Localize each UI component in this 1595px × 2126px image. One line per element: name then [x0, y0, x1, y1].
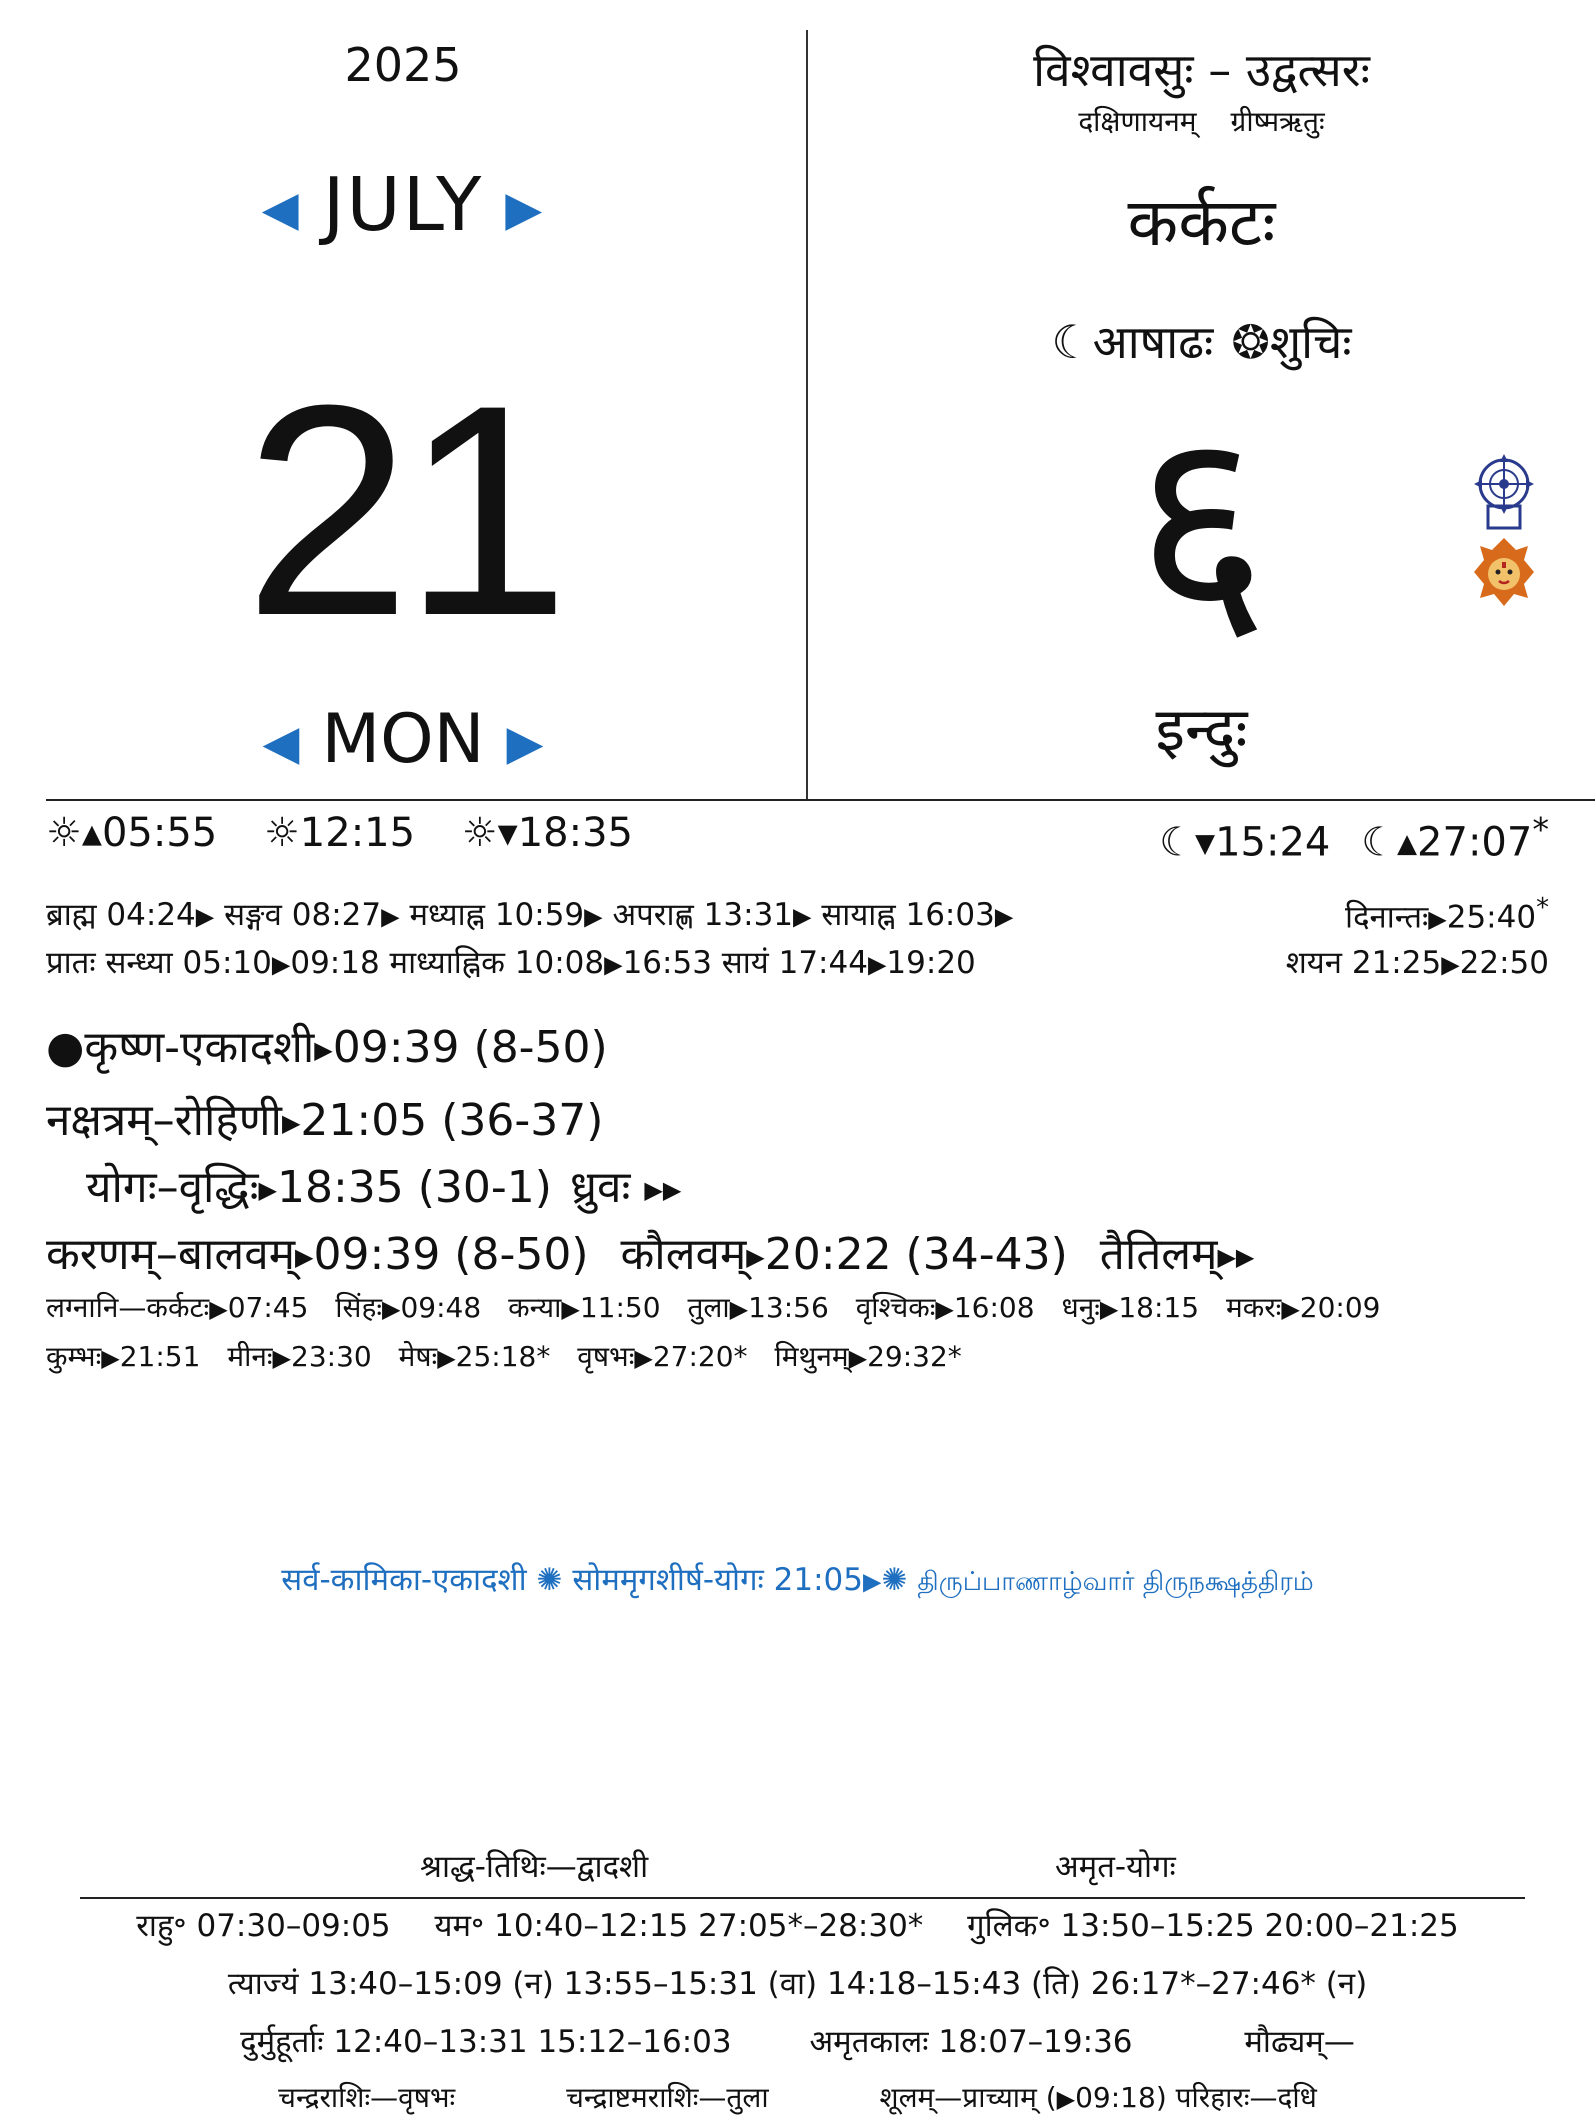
- sayahna-label: सायाह्न: [821, 897, 896, 933]
- star-burst-icon: ✺: [536, 1562, 563, 1598]
- sangava-time: 08:27: [291, 897, 382, 933]
- prev-month-button[interactable]: ◀: [261, 181, 301, 238]
- lagna-item: लग्नानि—कर्कटः▶07:45: [46, 1291, 309, 1324]
- crescent-moon-icon: ☾: [1051, 315, 1093, 369]
- vedic-month-label: शुचिः: [1269, 315, 1352, 369]
- karana-end2: 20:22 (34-43): [764, 1229, 1068, 1280]
- dinanta-time: 25:40: [1446, 899, 1537, 936]
- pratah-label: प्रातः सन्ध्या: [46, 945, 173, 981]
- lagna-item: मेषः▶25:18*: [398, 1340, 551, 1373]
- nakshatra-line: नक्षत्रम्–रोहिणी▶21:05 (36-37): [46, 1095, 604, 1146]
- moonrise-icon: ☾▴: [1361, 819, 1418, 866]
- yoga-end: 18:35 (30-1): [276, 1162, 552, 1213]
- weekday-selector: [0, 700, 806, 779]
- lagna-row-2: [46, 1337, 962, 1375]
- madhyahnika-start: 10:08: [514, 945, 605, 981]
- dinanta-label: दिनान्तः: [1345, 899, 1429, 936]
- yama-kala: यम॰ 10:40–12:15 27:05*–28:30*: [434, 1908, 924, 1944]
- pratah-end: 09:18: [290, 945, 380, 981]
- next-day-button[interactable]: ▶: [506, 715, 544, 772]
- shraddha-tithi: श्राद्ध-तिथिः—द्वादशी: [420, 1849, 649, 1885]
- aparahna-label: अपराह्ण: [612, 897, 694, 933]
- dark-moon-icon: ●: [46, 1022, 85, 1073]
- lagna-item: वृश्चिकः▶16:08: [855, 1291, 1035, 1324]
- moonrise-mark: *: [1532, 810, 1549, 849]
- year-label: 2025: [344, 38, 462, 92]
- festival-item: திருப்பாணாழ்வார் திருநக்ஷத்திரம்: [917, 1567, 1314, 1597]
- sun-wheel-icon: ❂: [1231, 315, 1270, 369]
- ritu-label: ग्रीष्मऋतुः: [1230, 105, 1325, 138]
- sun-icon: ☼: [263, 810, 300, 856]
- yoga-label: योगः–वृद्धिः: [86, 1162, 259, 1213]
- samvatsara-label: विश्वावसुः – उद्वत्सरः: [1033, 43, 1370, 97]
- moonset-icon: ☾▾: [1159, 819, 1216, 866]
- shayana-end: 22:50: [1459, 945, 1549, 981]
- sunset-time: 18:35: [517, 810, 634, 856]
- durga-face-icon: [1468, 536, 1540, 608]
- nakshatra-end: 21:05 (36-37): [300, 1095, 604, 1146]
- star-burst-icon: ✺: [881, 1562, 908, 1598]
- lagna-item: मकरः▶20:09: [1225, 1291, 1381, 1324]
- karana-third: तैतिलम्: [1099, 1229, 1218, 1280]
- lagna-item: मीनः▶23:30: [227, 1340, 372, 1373]
- karana-line: करणम्–बालवम्▶09:39 (8-50) कौलवम्▶20:22 (34-43) तैतिलम्▶▶: [46, 1229, 1255, 1280]
- tithi-end: 09:39 (8-50): [332, 1022, 608, 1073]
- month-label: JULY: [322, 162, 484, 248]
- rahu-yama-gulika: [0, 1904, 1595, 1946]
- madhyahna-label: मध्याह्न: [409, 897, 485, 933]
- ayana-label: दक्षिणायनम्: [1078, 105, 1197, 138]
- moonset-time: 15:24: [1215, 819, 1331, 866]
- durmuhurta-line: [0, 2020, 1595, 2062]
- karana-second: कौलवम्: [620, 1229, 747, 1280]
- moonrise-time: 27:07: [1417, 819, 1533, 866]
- sandhya-times: प्रातः सन्ध्या 05:10▶09:18 माध्याह्निक 10:08▶16:53 सायं 17:44▶19:20: [46, 945, 976, 981]
- amrita-yoga: अमृत-योगः: [1055, 1849, 1176, 1885]
- lagna-item: धनुः▶18:15: [1061, 1291, 1200, 1324]
- footer-divider: [80, 1897, 1525, 1899]
- chandrashtama: चन्द्राष्टमराशिः—तुला: [566, 2081, 769, 2114]
- solar-month-name: कर्कटः: [1127, 184, 1276, 261]
- sangava-label: सङ्गव: [224, 897, 282, 933]
- tithi-line: ●कृष्ण-एकादशी▶09:39 (8-50): [46, 1022, 608, 1073]
- rahu-kala: राहु॰ 07:30–09:05: [136, 1908, 391, 1944]
- chandra-rashi: चन्द्रराशिः—वृषभः: [278, 2081, 456, 2114]
- vasara-label: इन्दुः: [1155, 695, 1248, 765]
- maudhya: मौढ्यम्—: [1244, 2024, 1355, 2060]
- lagna-item: तुला▶13:56: [687, 1291, 829, 1324]
- next-month-button[interactable]: ▶: [505, 181, 545, 238]
- header-divider: [46, 799, 1595, 801]
- karana-end1: 09:39 (8-50): [313, 1229, 589, 1280]
- prev-day-button[interactable]: ◀: [262, 715, 300, 772]
- lagna-item: वृषभः▶27:20*: [577, 1340, 748, 1373]
- solar-day-numeral: ६: [1133, 374, 1270, 676]
- yoga-line: योगः–वृद्धिः▶18:35 (30-1) ध्रुवः ▶▶: [86, 1162, 682, 1213]
- festival-item: सोममृगशीर्ष-योगः 21:05: [572, 1562, 863, 1598]
- vishnu-chakra-icon: [1468, 452, 1540, 534]
- lagna-item: मिथुनम्▶29:32*: [774, 1340, 962, 1373]
- sunrise-time: 05:55: [101, 810, 218, 856]
- sun-times: [46, 810, 633, 856]
- festival-item: सर्व-कामिका-एकादशी: [281, 1562, 527, 1598]
- moon-times: [1159, 810, 1549, 865]
- sayahna-time: 16:03: [905, 897, 995, 933]
- day-number: 21: [244, 342, 562, 678]
- noon-time: 12:15: [299, 810, 416, 856]
- pratah-start: 05:10: [182, 945, 272, 981]
- dinanta: दिनान्तः▶25:40*: [1345, 893, 1549, 936]
- rashi-shula-line: चन्द्रराशिः—वृषभः चन्द्राष्टमराशिः—तुला शूलम्—प्राच्याम् (▶09:18) परिहारः—दधि: [278, 2081, 1317, 2114]
- lagna-item: कुम्भः▶21:51: [46, 1340, 201, 1373]
- lagna-row-1: [46, 1288, 1381, 1326]
- month-selector: [0, 162, 806, 248]
- sayam-label: सायं: [721, 945, 769, 981]
- brahma-label: ब्राह्म: [46, 897, 97, 933]
- kala-divisions: ब्राह्म 04:24▶ सङ्गव 08:27▶ मध्याह्न 10:59▶ अपराह्ण 13:31▶ सायाह्न 16:03▶: [46, 897, 1014, 933]
- shayana: शयन 21:25▶22:50: [1285, 945, 1549, 981]
- shula-prefix: शूलम्—प्राच्याम् (: [879, 2081, 1057, 2114]
- lunar-month-label: आषाढः: [1092, 315, 1214, 369]
- aparahna-time: 13:31: [703, 897, 794, 933]
- yoga-next: ध्रुवः: [569, 1162, 631, 1213]
- lagna-item: कन्या▶11:50: [508, 1291, 661, 1324]
- madhyahna-time: 10:59: [494, 897, 585, 933]
- brahma-time: 04:24: [106, 897, 196, 933]
- durmuhurta: दुर्मुहूर्ताः 12:40–13:31 15:12–16:03: [240, 2024, 732, 2060]
- shayana-start: 21:25: [1351, 945, 1442, 981]
- dinanta-mark: *: [1536, 893, 1549, 923]
- ayana-ritu-line: [808, 102, 1595, 140]
- shayana-label: शयन: [1285, 945, 1342, 981]
- shula-suffix: ) परिहारः—दधि: [1155, 2081, 1317, 2114]
- festival-line: सर्व-कामिका-एकादशी ✺ सोममृगशीर्ष-योगः 21:05▶✺ திருப்பாணாழ்வார் திருநக்ஷத்திரம்: [281, 1562, 1314, 1598]
- sunset-icon: ☼▾: [461, 810, 518, 856]
- madhyahnika-label: माध्याह्निक: [389, 945, 505, 981]
- karana-label: करणम्–बालवम्: [46, 1229, 296, 1280]
- sayam-end: 19:20: [886, 945, 976, 981]
- tithi-name: कृष्ण-एकादशी: [84, 1022, 315, 1073]
- weekday-label: MON: [321, 700, 485, 779]
- lunar-month-line: [808, 310, 1595, 372]
- madhyahnika-end: 16:53: [622, 945, 712, 981]
- amritakala: अमृतकालः 18:07–19:36: [809, 2024, 1133, 2060]
- sayam-start: 17:44: [778, 945, 868, 981]
- sunrise-icon: ☼▴: [46, 810, 102, 856]
- nakshatra-label: नक्षत्रम्–रोहिणी: [46, 1095, 282, 1146]
- shula-time: 09:18: [1075, 2081, 1156, 2114]
- tyajya: त्याज्यं 13:40–15:09 (न) 13:55–15:31 (वा) 14:18–15:43 (ति) 26:17*–27:46* (न): [227, 1966, 1368, 2002]
- gulika-kala: गुलिक॰ 13:50–15:25 20:00–21:25: [967, 1908, 1459, 1944]
- lagna-item: सिंहः▶09:48: [335, 1291, 482, 1324]
